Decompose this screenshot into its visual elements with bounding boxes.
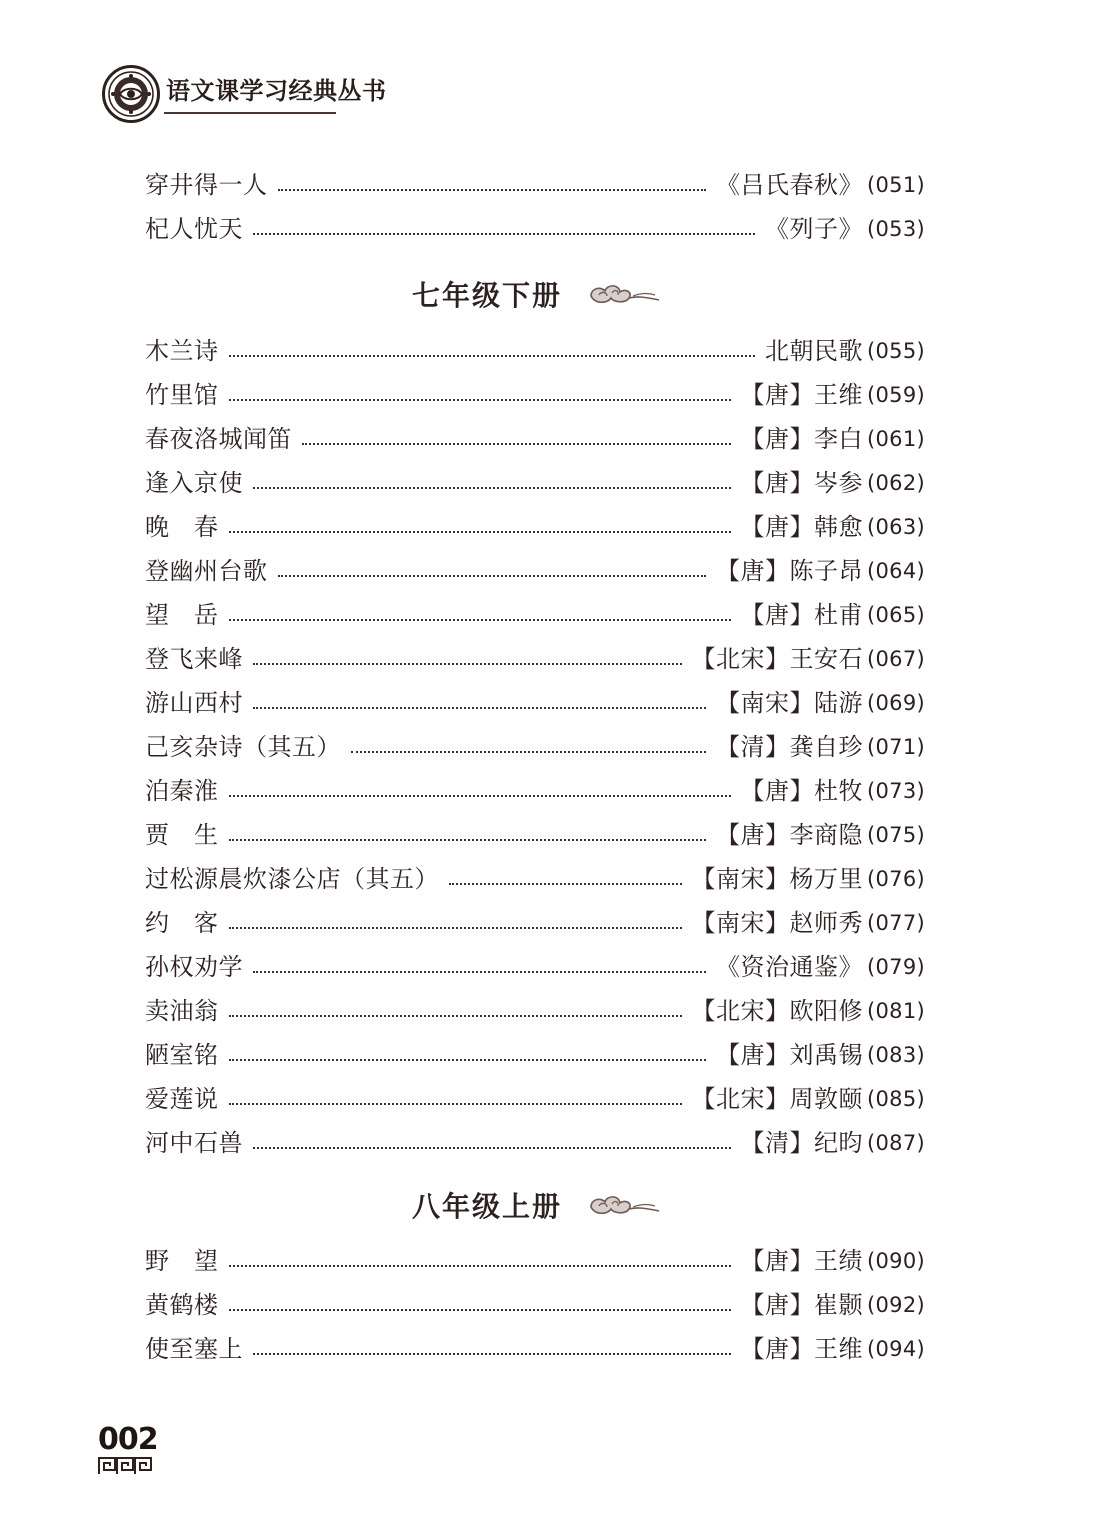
- entry-page-number: (067): [867, 647, 925, 671]
- entry-page-number: (079): [867, 955, 925, 979]
- toc-entry[interactable]: [145, 816, 925, 854]
- entry-title: 过松源晨炊漆公店（其五）: [145, 865, 439, 893]
- entry-author: 【唐】李商隐: [716, 821, 864, 849]
- entry-title: 野 望: [145, 1247, 219, 1275]
- entry-page-number: (075): [867, 823, 925, 847]
- entry-page-number: (085): [867, 1087, 925, 1111]
- entry-author: 【南宋】杨万里: [691, 865, 864, 893]
- toc-entry[interactable]: [145, 640, 925, 678]
- entry-page-number: (077): [867, 911, 925, 935]
- entry-page-number: (073): [867, 779, 925, 803]
- entry-author: 【唐】崔颢: [740, 1291, 864, 1319]
- header-rule: [164, 112, 336, 114]
- entry-author: 【唐】李白: [740, 425, 864, 453]
- entry-author: 【唐】王绩: [740, 1247, 864, 1275]
- toc-entry[interactable]: [145, 772, 925, 810]
- auspicious-cloud-icon: [585, 1191, 661, 1219]
- toc-entry[interactable]: [145, 464, 925, 502]
- entry-author: 北朝民歌: [765, 337, 864, 365]
- toc-entry[interactable]: [145, 992, 925, 1030]
- entry-author: 【唐】王维: [740, 1335, 864, 1363]
- toc-entry[interactable]: [145, 376, 925, 414]
- dot-leader: [229, 926, 682, 929]
- entry-author: 【南宋】赵师秀: [691, 909, 864, 937]
- toc-entry[interactable]: [145, 210, 925, 248]
- dot-leader: [229, 530, 731, 533]
- entry-title: 河中石兽: [145, 1129, 243, 1157]
- toc-entry[interactable]: [145, 904, 925, 942]
- section-heading-grade8-vol1: [145, 1183, 925, 1231]
- dot-leader: [229, 1058, 707, 1061]
- entry-author: 《列子》: [765, 215, 864, 243]
- section-heading-grade7-vol2: [145, 272, 925, 320]
- dot-leader: [278, 188, 707, 191]
- dot-leader: [253, 486, 731, 489]
- entry-author: 【唐】岑参: [740, 469, 864, 497]
- entry-page-number: (094): [867, 1337, 925, 1361]
- entry-page-number: (059): [867, 383, 925, 407]
- dot-leader: [302, 442, 731, 445]
- toc-entry[interactable]: [145, 684, 925, 722]
- entry-page-number: (081): [867, 999, 925, 1023]
- entry-page-number: (065): [867, 603, 925, 627]
- entry-title: 穿井得一人: [145, 171, 268, 199]
- entry-author: 【北宋】王安石: [691, 645, 864, 673]
- entry-title: 登幽州台歌: [145, 557, 268, 585]
- toc-entry[interactable]: [145, 1242, 925, 1280]
- toc-entry[interactable]: [145, 1080, 925, 1118]
- entry-title: 泊秦淮: [145, 777, 219, 805]
- entry-page-number: (087): [867, 1131, 925, 1155]
- dot-leader: [253, 662, 682, 665]
- entry-page-number: (062): [867, 471, 925, 495]
- entry-page-number: (092): [867, 1293, 925, 1317]
- entry-author: 【清】纪昀: [740, 1129, 864, 1157]
- dot-leader: [253, 1146, 731, 1149]
- auspicious-cloud-icon: [585, 280, 661, 308]
- toc-entry[interactable]: [145, 552, 925, 590]
- entry-page-number: (053): [867, 217, 925, 241]
- toc-entry[interactable]: [145, 1286, 925, 1324]
- dot-leader: [351, 750, 706, 753]
- section-title: 七年级下册: [412, 279, 563, 312]
- dot-leader: [253, 970, 706, 973]
- dot-leader: [449, 882, 682, 885]
- entry-author: 【唐】陈子昂: [716, 557, 864, 585]
- toc-entry[interactable]: [145, 1036, 925, 1074]
- entry-author: 【清】龚自珍: [716, 733, 864, 761]
- fret-pattern-icon: [98, 1457, 152, 1475]
- entry-title: 木兰诗: [145, 337, 219, 365]
- entry-title: 晚 春: [145, 513, 219, 541]
- toc-entry[interactable]: [145, 166, 925, 204]
- toc-entry[interactable]: [145, 420, 925, 458]
- entry-title: 贾 生: [145, 821, 219, 849]
- entry-page-number: (064): [867, 559, 925, 583]
- entry-title: 游山西村: [145, 689, 243, 717]
- entry-title: 己亥杂诗（其五）: [145, 733, 341, 761]
- entry-title: 爱莲说: [145, 1085, 219, 1113]
- dot-leader: [229, 618, 731, 621]
- entry-title: 逢入京使: [145, 469, 243, 497]
- dot-leader: [229, 794, 731, 797]
- toc-entry[interactable]: [145, 332, 925, 370]
- entry-page-number: (055): [867, 339, 925, 363]
- entry-title: 望 岳: [145, 601, 219, 629]
- entry-author: 【南宋】陆游: [716, 689, 864, 717]
- dot-leader: [229, 1308, 731, 1311]
- entry-page-number: (069): [867, 691, 925, 715]
- entry-title: 春夜洛城闻笛: [145, 425, 292, 453]
- entry-author: 【唐】杜甫: [740, 601, 864, 629]
- entry-page-number: (051): [867, 173, 925, 197]
- toc-entry[interactable]: [145, 948, 925, 986]
- entry-page-number: (063): [867, 515, 925, 539]
- entry-title: 孙权劝学: [145, 953, 243, 981]
- toc-entry[interactable]: [145, 1124, 925, 1162]
- toc-entry[interactable]: [145, 860, 925, 898]
- dot-leader: [253, 706, 706, 709]
- entry-author: 【唐】杜牧: [740, 777, 864, 805]
- entry-title: 竹里馆: [145, 381, 219, 409]
- round-ornamental-seal-icon: [102, 65, 160, 123]
- entry-title: 杞人忧天: [145, 215, 243, 243]
- toc-entry[interactable]: [145, 508, 925, 546]
- entry-title: 约 客: [145, 909, 219, 937]
- entry-page-number: (061): [867, 427, 925, 451]
- dot-leader: [253, 232, 755, 235]
- entry-author: 【唐】韩愈: [740, 513, 864, 541]
- entry-page-number: (083): [867, 1043, 925, 1067]
- entry-page-number: (071): [867, 735, 925, 759]
- entry-author: 《吕氏春秋》: [716, 171, 864, 199]
- section-title: 八年级上册: [412, 1190, 563, 1223]
- running-header: [102, 65, 387, 123]
- entry-title: 使至塞上: [145, 1335, 243, 1363]
- toc-entry[interactable]: [145, 596, 925, 634]
- table-of-contents: [145, 166, 925, 1366]
- dot-leader: [278, 574, 707, 577]
- entry-author: 【北宋】周敦颐: [691, 1085, 864, 1113]
- entry-title: 陋室铭: [145, 1041, 219, 1069]
- entry-author: 【北宋】欧阳修: [691, 997, 864, 1025]
- entry-title: 黄鹤楼: [145, 1291, 219, 1319]
- entry-author: 【唐】王维: [740, 381, 864, 409]
- page-number: 002: [98, 1422, 158, 1457]
- toc-entry[interactable]: [145, 1330, 925, 1368]
- entry-title: 登飞来峰: [145, 645, 243, 673]
- entry-author: 【唐】刘禹锡: [716, 1041, 864, 1069]
- toc-entry[interactable]: [145, 728, 925, 766]
- dot-leader: [253, 1352, 731, 1355]
- entry-page-number: (090): [867, 1249, 925, 1273]
- entry-title: 卖油翁: [145, 997, 219, 1025]
- dot-leader: [229, 398, 731, 401]
- entry-page-number: (076): [867, 867, 925, 891]
- dot-leader: [229, 354, 756, 357]
- dot-leader: [229, 1264, 731, 1267]
- entry-author: 《资治通鉴》: [716, 953, 864, 981]
- series-title: 语文课学习经典丛书: [166, 76, 387, 105]
- dot-leader: [229, 1014, 682, 1017]
- dot-leader: [229, 838, 707, 841]
- dot-leader: [229, 1102, 682, 1105]
